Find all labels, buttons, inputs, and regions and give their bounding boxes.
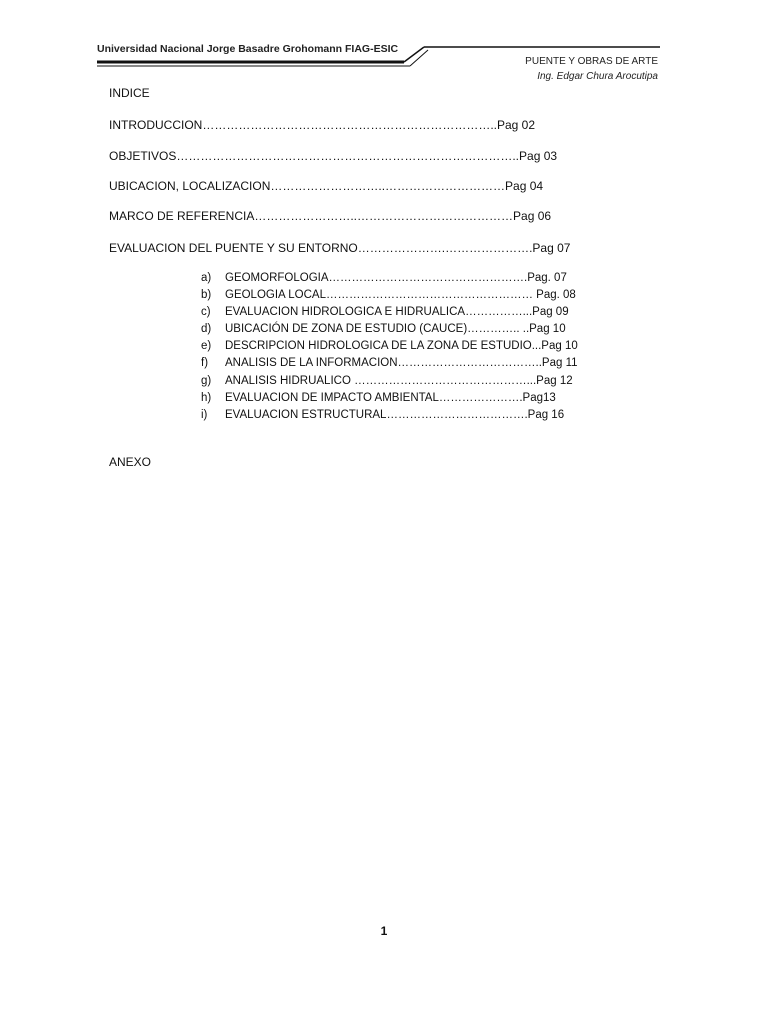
sub-item-text: GEOMORFOLOGIA…………………………………………….Pag. 07 bbox=[225, 272, 567, 284]
sub-item-letter: g) bbox=[201, 374, 212, 387]
toc-sub-item bbox=[201, 323, 578, 340]
toc-item-introduccion: INTRODUCCION………………………………………………………………..Pag 02 bbox=[109, 118, 536, 132]
toc-sub-item bbox=[201, 392, 578, 409]
toc-item-marco-referencia: MARCO DE REFERENCIA……………………..…………………………………Pag 06 bbox=[109, 209, 552, 223]
header-author: Ing. Edgar Chura Arocutipa bbox=[537, 71, 658, 82]
toc-sub-item bbox=[201, 409, 578, 426]
toc-item-objetivos: OBJETIVOS…………………………………………………………………………..Pag 03 bbox=[109, 149, 558, 163]
sub-item-text: ANALISIS HIDRUALICO ………………………………………...Pag 12 bbox=[225, 374, 573, 387]
toc-sub-item bbox=[201, 357, 578, 374]
sub-item-text: UBICACIÓN DE ZONA DE ESTUDIO (CAUCE)………….. ..Pag 10 bbox=[225, 323, 566, 336]
toc-item-ubicacion: UBICACION, LOCALIZACION………………………..…………………………Pag 04 bbox=[109, 179, 544, 193]
page-number: 1 bbox=[380, 924, 388, 938]
sub-item-text: GEOLOGIA LOCAL……………………………………………… Pag. 08 bbox=[225, 289, 576, 302]
toc-sub-item bbox=[201, 306, 578, 323]
sub-item-text: DESCRIPCION HIDROLOGICA DE LA ZONA DE ESTUDIO...Pag 10 bbox=[225, 340, 578, 353]
toc-sub-item bbox=[201, 272, 578, 289]
sub-item-text: ANALISIS DE LA INFORMACION………………………………..Pag 11 bbox=[225, 357, 578, 370]
header-course: PUENTE Y OBRAS DE ARTE bbox=[525, 56, 658, 67]
toc-annex: ANEXO bbox=[109, 455, 152, 469]
sub-item-letter: i) bbox=[201, 408, 208, 421]
toc-sub-list bbox=[201, 272, 578, 426]
sub-item-letter: h) bbox=[201, 391, 212, 404]
toc-sub-item bbox=[201, 375, 578, 392]
header-university: Universidad Nacional Jorge Basadre Grohomann FIAG-ESIC bbox=[97, 43, 399, 55]
sub-item-letter: c) bbox=[201, 306, 211, 319]
sub-item-text: EVALUACION ESTRUCTURAL……………………………….Pag 16 bbox=[225, 408, 565, 421]
toc-sub-item bbox=[201, 289, 578, 306]
sub-item-text: EVALUACION DE IMPACTO AMBIENTAL………………….Pag13 bbox=[225, 391, 556, 404]
sub-item-text: EVALUACION HIDROLOGICA E HIDRUALICA……………...Pag 09 bbox=[225, 306, 569, 319]
sub-item-letter: e) bbox=[201, 340, 212, 353]
sub-item-letter: d) bbox=[201, 323, 212, 336]
toc-title: INDICE bbox=[109, 86, 150, 100]
toc-item-evaluacion-puente: EVALUACION DEL PUENTE Y SU ENTORNO………………….………………….Pag 07 bbox=[109, 241, 571, 255]
sub-item-letter: b) bbox=[201, 289, 212, 302]
sub-item-letter: a) bbox=[201, 272, 212, 284]
sub-item-letter: f) bbox=[201, 357, 209, 370]
toc-sub-item bbox=[201, 340, 578, 357]
